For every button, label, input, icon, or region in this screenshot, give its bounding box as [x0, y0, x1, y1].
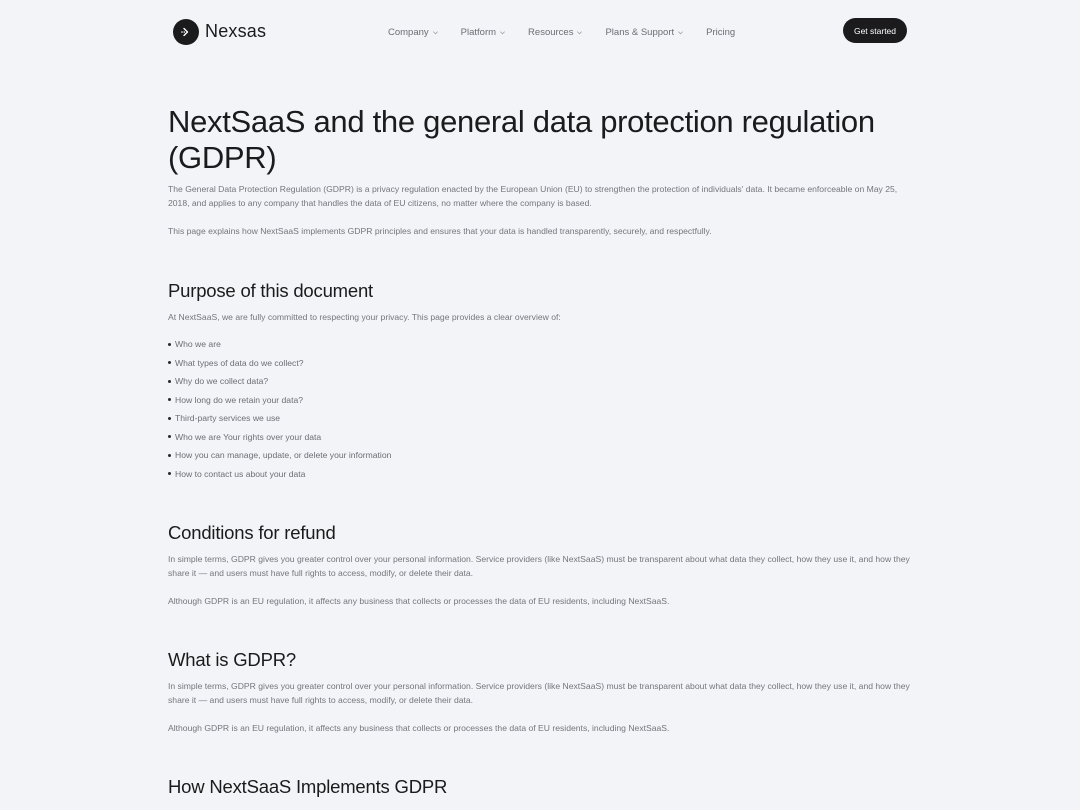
bullet-icon [168, 361, 171, 364]
bullet-icon [168, 472, 171, 475]
section-heading-refund: Conditions for refund [168, 522, 336, 543]
bullet-icon [168, 380, 171, 383]
section-heading-purpose: Purpose of this document [168, 280, 373, 301]
nav-label: Plans & Support [605, 26, 675, 38]
list-item [168, 411, 391, 430]
get-started-button[interactable]: Get started [843, 18, 907, 43]
intro-paragraph: The General Data Protection Regulation (GDPR) is a privacy regulation enacted by the European Union (EU) to strengthen the protection of individuals' data. It became enforceable on May 25, 2018, and applies to any company that handles the data of EU citizens, no matter where the company is based. [168, 184, 898, 208]
chevron-down-icon [677, 29, 684, 36]
nav-item-plans-support[interactable] [605, 24, 684, 40]
list-item [168, 337, 391, 356]
section-paragraph: Although GDPR is an EU regulation, it affects any business that collects or processes the data of EU residents, including NextSaaS. [168, 723, 670, 733]
section-paragraph: In simple terms, GDPR gives you greater control over your personal information. Service providers (like NextSaaS) must be transparent about what data they collect, how they use it, and how they share it — and users must have full rights to access, modify, or delete their data. [168, 681, 910, 705]
chevron-down-icon [499, 29, 506, 36]
list-item [168, 448, 391, 467]
purpose-list [168, 337, 391, 485]
chevron-down-icon [576, 29, 583, 36]
list-item-text: Who we are [175, 339, 221, 349]
bullet-icon [168, 417, 171, 420]
nav-label: Platform [460, 26, 497, 38]
site-header [0, 0, 1080, 64]
list-item-text: Third-party services we use [175, 413, 281, 423]
list-item-text: Why do we collect data? [175, 376, 269, 386]
main-nav [388, 24, 757, 40]
list-item [168, 356, 391, 375]
nav-item-company[interactable] [388, 24, 439, 40]
list-item-text: How long do we retain your data? [175, 394, 304, 405]
nav-label: Pricing [706, 26, 736, 38]
intro-paragraph: This page explains how NextSaaS implements GDPR principles and ensures that your data is handled transparently, securely, and respectfully. [168, 226, 712, 236]
section-heading-implementation: How NextSaaS Implements GDPR [168, 776, 448, 797]
section-paragraph: At NextSaaS, we are fully committed to respecting your privacy. This page provides a clear overview of: [168, 312, 561, 322]
chevron-down-icon [432, 29, 439, 36]
bullet-icon [168, 398, 171, 401]
list-item [168, 374, 391, 393]
list-item-text: What types of data do we collect? [175, 357, 304, 368]
logo-arrow-icon [173, 19, 199, 45]
nav-item-platform[interactable] [461, 24, 506, 40]
list-item-text: How to contact us about your data [175, 468, 306, 479]
bullet-icon [168, 343, 171, 346]
list-item-text: How you can manage, update, or delete your information [175, 450, 392, 460]
list-item [168, 393, 391, 412]
list-item-text: Who we are Your rights over your data [175, 431, 322, 442]
section-heading-what-is-gdpr: What is GDPR? [168, 649, 296, 670]
list-item [168, 430, 391, 449]
logo-text: Nexsas [205, 21, 267, 41]
logo[interactable] [173, 18, 266, 45]
bullet-icon [168, 435, 171, 438]
section-paragraph: Although GDPR is an EU regulation, it affects any business that collects or processes the data of EU residents, including NextSaaS. [168, 596, 670, 606]
nav-label: Company [388, 26, 429, 38]
nav-item-resources[interactable] [528, 24, 583, 40]
list-item [168, 467, 391, 486]
section-paragraph: In simple terms, GDPR gives you greater control over your personal information. Service providers (like NextSaaS) must be transparent about what data they collect, how they use it, and how they share it — and users must have full rights to access, modify, or delete their data. [168, 554, 910, 578]
nav-item-pricing[interactable] [706, 24, 735, 40]
page-title: NextSaaS and the general data protection regulation (GDPR) [168, 104, 875, 175]
nav-label: Resources [528, 26, 574, 38]
bullet-icon [168, 454, 171, 457]
